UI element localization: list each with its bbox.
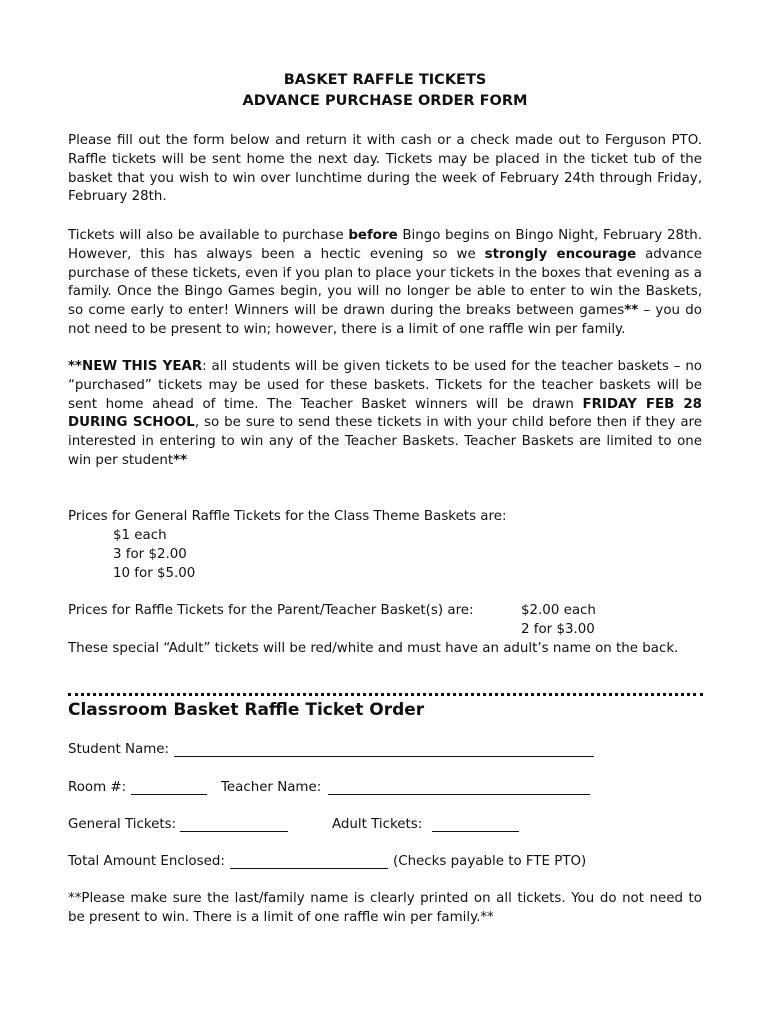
student-name-label: Student Name: [68,742,169,757]
adult-tickets-label: Adult Tickets: [332,817,423,832]
footer-note: **Please make sure the last/family name is clearly printed on all tickets. You do not need to be present to win. There is a limit of one raffle win per family.** [68,891,702,925]
intro-paragraph: Please fill out the form below and return it with cash or a check made out to Ferguson PTO. Raffle tickets will be sent home the next day. Tickets may be placed in the ticket tub of the basket that you wish to win over lunchtime during the week of February 24th through Friday, February 28th. [68,133,702,205]
general-tickets-label: General Tickets: [68,817,177,832]
order-form-title: Classroom Basket Raffle Ticket Order [68,700,425,720]
general-prices-heading: Prices for General Raffle Tickets for the Class Theme Baskets are: [68,509,507,524]
student-name-field[interactable] [174,756,594,757]
room-field[interactable] [131,794,207,795]
total-amount-label: Total Amount Enclosed: [68,854,225,869]
teacher-name-field[interactable] [328,794,590,795]
cut-line-divider [68,693,703,696]
parent-price-item: $2.00 each [521,603,596,618]
general-price-item: 3 for $2.00 [113,547,187,562]
adult-tickets-field[interactable] [432,831,519,832]
general-price-item: 10 for $5.00 [113,566,196,581]
general-tickets-field[interactable] [180,831,288,832]
checks-payable-note: (Checks payable to FTE PTO) [393,854,587,869]
general-price-item: $1 each [113,528,167,543]
total-amount-field[interactable] [230,868,388,869]
room-label: Room #: [68,780,127,795]
bingo-night-paragraph: Tickets will also be available to purchase before Bingo begins on Bingo Night, February 28th. However, this has always been a hectic evening so we strongly encourage advance purchase of these tickets, even if you plan to place your tickets in the boxes that evening as a family. Once the Bingo Games begin, you will no longer be able to enter to win the Baskets, so come early to enter! Winners will be drawn during the breaks between games** – you do not need to be present to win; however, there is a limit of one raffle win per family. [68,228,702,337]
adult-tickets-note: These special “Adult” tickets will be red/white and must have an adult’s name on the back. [68,641,679,656]
page-title: BASKET RAFFLE TICKETS [283,72,487,88]
new-this-year-paragraph: **NEW THIS YEAR: all students will be given tickets to be used for the teacher baskets – no “purchased” tickets may be used for these baskets. Tickets for the teacher baskets will be sent home ahead of time. The Teacher Basket winners will be drawn FRIDAY FEB 28 DURING SCHOOL, so be sure to send these tickets in with your child before then if they are interested in entering to win any of the Teacher Baskets. Teacher Baskets are limited to one win per student** [68,359,703,468]
parent-price-item: 2 for $3.00 [521,622,595,637]
teacher-name-label: Teacher Name: [221,780,322,795]
parent-prices-heading: Prices for Raffle Tickets for the Parent/Teacher Basket(s) are: [68,603,474,618]
page-subtitle: ADVANCE PURCHASE ORDER FORM [242,93,528,109]
